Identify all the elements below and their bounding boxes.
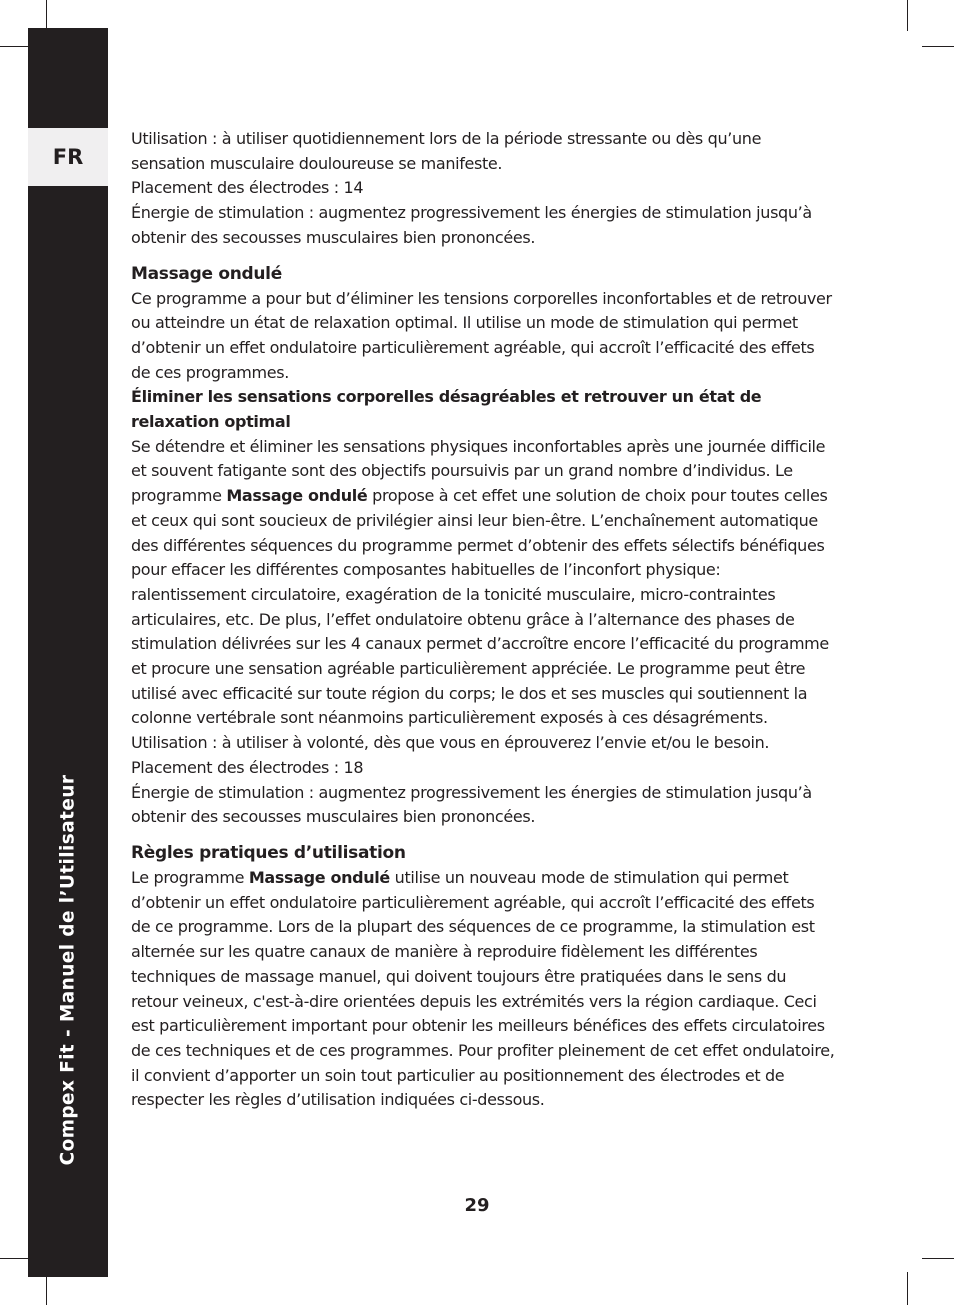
program-name: Massage ondulé	[226, 486, 368, 506]
crop-mark	[907, 0, 908, 31]
massage-subheading: Éliminer les sensations corporelles désagréables et retrouver un état de relaxation optimal	[131, 387, 762, 432]
intro-electrodes: Placement des électrodes : 14	[131, 178, 364, 198]
massage-energy: Énergie de stimulation : augmentez progressivement les énergies de stimulation jusqu’à obtenir des secousses musculaires bien prononcées.	[131, 782, 812, 827]
massage-paragraph: Se détendre et éliminer les sensations physiques inconfortables après une journée difficile et souvent fatigante sont des objectifs poursuivis par un grand nombre d’individus. Le programme Massage ondulé propose à cet effet une solution de choix pour toutes celles et ceux qui sont soucieux de privilégier ainsi leur bien-être. L’enchaînement automatique des différentes séquences du programme permet d’obtenir des effets sélectifs bénéfiques pour effacer les différentes composantes habituelles de l’inconfort physique: ralentissement circulatoire, exagération de la tonicité musculaire, micro-contraintes articulaires, etc. De plus, l’effet ondulatoire obtenu grâce à l’alternance des phases de stimulation délivrées sur les 4 canaux permet d’accroître encore l’efficacité du programme et procure une sensation agréable particulièrement appréciée. Le programme peut être utilisé avec efficacité sur toute région du corps; le dos et ses muscles qui soutiennent la colonne vertébrale sont néanmoins particulièrement exposés à ces désagréments.	[131, 436, 829, 728]
main-content	[131, 127, 836, 1113]
manual-title: Compex Fit - Manuel de l’Utilisateur	[57, 774, 79, 1166]
section-heading-massage: Massage ondulé	[131, 263, 282, 284]
page-number: 29	[464, 1195, 490, 1216]
regles-paragraph: Le programme Massage ondulé utilise un nouveau mode de stimulation qui permet d’obtenir un effet ondulatoire particulièrement agréable, qui accroît l’efficacité des effets de ce programme. Lors de la plupart des séquences de ce programme, la stimulation est alternée sur les quatre canaux de manière à reproduire fidèlement les différentes techniques de massage manuel, qui doivent toujours être pratiquées dans le sens du retour veineux, c'est-à-dire orientées depuis les extrémités vers la région cardiaque. Ceci est particulièrement important pour obtenir les meilleurs bénéfices des effets circulatoires de ces techniques et de ces programmes. Pour profiter pleinement de cet effet ondulatoire, il convient d’apporter un soin tout particulier au positionnement des électrodes et de respecter les règles d’utilisation indiquées ci-dessous.	[131, 867, 835, 1110]
intro-energy: Énergie de stimulation : augmentez progressivement les énergies de stimulation jusqu’à obtenir des secousses musculaires bien prononcées.	[131, 203, 812, 247]
massage-electrodes: Placement des électrodes : 18	[131, 757, 364, 777]
crop-mark	[0, 1258, 31, 1259]
crop-mark	[46, 0, 47, 31]
crop-mark	[0, 46, 31, 47]
crop-mark	[922, 46, 954, 47]
crop-mark	[922, 1258, 954, 1259]
massage-usage: Utilisation : à utiliser à volonté, dès que vous en éprouverez l’envie et/ou le besoin.	[131, 733, 770, 753]
massage-description: Ce programme a pour but d’éliminer les tensions corporelles inconfortables et de retrouver ou atteindre un état de relaxation optimal. Il utilise un mode de stimulation qui permet d’obtenir un effet ondulatoire particulièrement agréable, qui accroît l’efficacité des effets de ces programmes.	[131, 288, 832, 382]
language-tab: FR	[28, 128, 108, 186]
intro-usage: Utilisation : à utiliser quotidiennement lors de la période stressante ou dès qu’une sensation musculaire douloureuse se manifeste.	[131, 129, 762, 173]
section-heading-regles: Règles pratiques d’utilisation	[131, 842, 406, 863]
crop-mark	[907, 1272, 908, 1305]
program-name: Massage ondulé	[248, 867, 390, 887]
